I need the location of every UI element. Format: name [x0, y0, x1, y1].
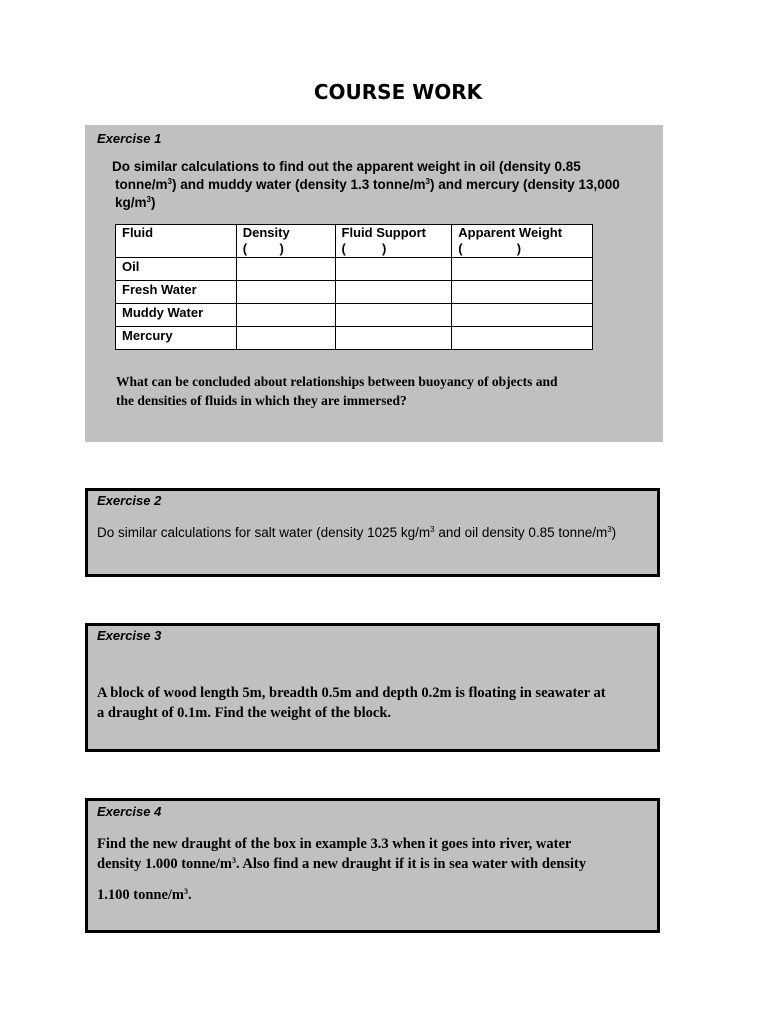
- fluid-name-cell: Fresh Water: [116, 281, 237, 304]
- page-title: COURSE WORK: [313, 80, 483, 104]
- exercise-1-box: [85, 125, 663, 442]
- fluid-name-cell: Mercury: [116, 327, 237, 350]
- blank-cell: [236, 304, 335, 327]
- fluid-table-header-cell: Fluid Support ( ): [335, 225, 452, 258]
- blank-cell: [236, 258, 335, 281]
- exercise-2-heading: Exercise 2: [97, 493, 162, 508]
- blank-cell: [335, 258, 452, 281]
- fluid-name-cell: Muddy Water: [116, 304, 237, 327]
- fluid-name-cell: Oil: [116, 258, 237, 281]
- fluid-table: [115, 224, 593, 350]
- exercise-1-instructions: [112, 158, 652, 212]
- exercise-1-heading: Exercise 1: [97, 131, 162, 146]
- exercise-4-text: [97, 834, 586, 905]
- blank-cell: [236, 281, 335, 304]
- fluid-table-header-cell: Density ( ): [236, 225, 335, 258]
- blank-cell: [452, 327, 593, 350]
- exercise-3-heading: Exercise 3: [97, 628, 162, 643]
- exercise-3-text: [97, 683, 606, 723]
- table-row: [116, 327, 593, 350]
- fluid-table-header-row: [116, 225, 593, 258]
- exercise-4-heading: Exercise 4: [97, 804, 162, 819]
- exercise-3-box: [85, 623, 660, 752]
- blank-cell: [335, 327, 452, 350]
- exercise-1-instructions-line2: tonne/$m^3$) and muddy water (density 1.3 tonne/$m^3$) and mercury (density 13,000: [115, 177, 620, 192]
- blank-cell: [452, 304, 593, 327]
- exercise-2-box: [85, 488, 660, 577]
- blank-cell: [335, 281, 452, 304]
- exercise-1-instructions-line1: Do similar calculations to find out the apparent weight in oil (density 0.85: [112, 159, 581, 174]
- table-row: [116, 281, 593, 304]
- blank-cell: [452, 281, 593, 304]
- exercise-4-text-line3: 1.100 tonne/$m^3$.: [97, 887, 192, 903]
- exercise-2-text: Do similar calculations for salt water (density 1025 $kg/m^3$ and oil density 0.85 tonne/$m^3$): [97, 525, 617, 540]
- exercise-1-question-line1: What can be concluded about relationships between buoyancy of objects and: [116, 374, 558, 389]
- exercise-4-box: [85, 798, 660, 933]
- fluid-table-header-cell: Apparent Weight ( ): [452, 225, 593, 258]
- exercise-4-text-line1: Find the new draught of the box in example 3.3 when it goes into river, water: [97, 836, 572, 852]
- exercise-3-text-line1: A block of wood length 5m, breadth 0.5m and depth 0.2m is floating in seawater at: [97, 685, 606, 701]
- exercise-3-text-line2: a draught of 0.1m. Find the weight of the block.: [97, 705, 392, 721]
- table-row: [116, 258, 593, 281]
- blank-cell: [236, 327, 335, 350]
- fluid-table-header-cell: Fluid: [116, 225, 237, 258]
- exercise-4-text-line2: density 1.000 tonne/$m^3$. Also find a new draught if it is in sea water with density: [97, 856, 587, 872]
- blank-cell: [452, 258, 593, 281]
- exercise-1-instructions-line3: $kg/m^3$): [115, 195, 156, 210]
- blank-cell: [335, 304, 452, 327]
- table-row: [116, 304, 593, 327]
- exercise-1-question-line2: the densities of fluids in which they are immersed?: [116, 393, 407, 408]
- exercise-1-question: [116, 372, 558, 410]
